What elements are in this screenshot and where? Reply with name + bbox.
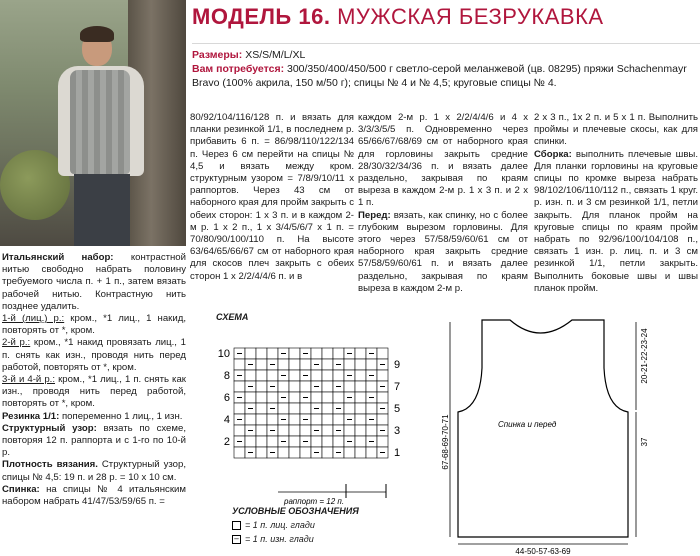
model-number: МОДЕЛЬ 16. bbox=[192, 4, 331, 29]
chart-cell bbox=[322, 392, 333, 403]
chart-cell bbox=[366, 359, 377, 370]
legend-purl-box: – bbox=[232, 535, 241, 544]
paragraph-row2 bbox=[2, 337, 186, 374]
chart-cell bbox=[333, 392, 344, 403]
paragraph-row34 bbox=[2, 374, 186, 411]
chart-cell bbox=[267, 348, 278, 359]
column-middle-left bbox=[190, 112, 354, 283]
label-row1: 1-й (лиц.) р.: bbox=[2, 313, 65, 325]
chart-cell bbox=[366, 447, 377, 458]
paragraph-assembly bbox=[534, 149, 698, 295]
paragraph-neck: каждом 2-м р. 1 х 2/2/4/4/6 и 4 х 3/3/3/5/5 п. Одновременно через 65/66/67/68/69 см от наборного края для горловины закрыть средние 28/30/32/34/36 п. и вязать далее раздельно, закрывая по краям выреза в каждом 2-м р. 1 х 3 п. и 2 х 1 п. bbox=[358, 112, 528, 209]
text-density: Структурный узор, спицы № 4,5: 19 п. и 28 р. = 10 х 10 см. bbox=[2, 459, 186, 483]
chart-cell bbox=[377, 414, 388, 425]
chart-cell bbox=[289, 359, 300, 370]
chart-cell bbox=[344, 403, 355, 414]
photo-pants bbox=[74, 174, 130, 246]
paragraph-back-cont: 80/92/104/116/128 п. и вязать для планки резинкой 1/1, в последнем р. прибавить 6 п. = 86/98/110/122/134 п. Через 6 см перейти на спицы № 4,5 и вязать между кром. структурным узором = 7/8/9/10/11 х раппортов. Через 43 см от наборного края для пройм закрыть с обеих сторон: 1 х 3 п. и в каждом 2-м р. 1 х 2 п., 1 х 3/4/5/6/7 х 1 п. = 70/80/90/100/110 п. На высоте 63/64/65/66/67 см от наборного края для скосов плеч закрыть с обеих сторон 1 х 2/2/4/4/6 п. и в bbox=[190, 112, 355, 282]
chart-row-label-left: 10 bbox=[217, 348, 230, 360]
chart-cell bbox=[322, 403, 333, 414]
chart-cell bbox=[289, 381, 300, 392]
chart-cell bbox=[322, 381, 333, 392]
chart-cell bbox=[234, 359, 245, 370]
legend-knit bbox=[232, 520, 315, 530]
chart-cell bbox=[333, 370, 344, 381]
chart-cell bbox=[355, 370, 366, 381]
chart-cell bbox=[267, 436, 278, 447]
paragraph-struct bbox=[2, 423, 186, 460]
chart-cell bbox=[366, 425, 377, 436]
chart-cell bbox=[322, 348, 333, 359]
chart-cell bbox=[355, 436, 366, 447]
chart-cell bbox=[344, 425, 355, 436]
text-row1: кром., *1 лиц., 1 накид, повторять от *, кром. bbox=[2, 313, 186, 337]
chart-cell bbox=[366, 381, 377, 392]
chart-cell bbox=[344, 359, 355, 370]
chart-cell bbox=[355, 381, 366, 392]
chart-cell bbox=[234, 447, 245, 458]
chart-rapport bbox=[278, 484, 386, 506]
rapport-label: раппорт = 12 п. bbox=[284, 497, 345, 506]
chart-cell bbox=[267, 414, 278, 425]
chart-cell bbox=[322, 359, 333, 370]
chart-row-labels-left bbox=[218, 348, 230, 448]
chart-cell bbox=[289, 392, 300, 403]
label-density: Плотность вязания. bbox=[2, 459, 98, 471]
chart-cell bbox=[311, 348, 322, 359]
chart-cell bbox=[300, 447, 311, 458]
chart-cell bbox=[300, 425, 311, 436]
text-row34: кром., *1 лиц., 1 п. снять как изн., проводя нить перед работой, повторять от *, кром. bbox=[2, 374, 186, 410]
materials-value: 300/350/400/450/500 г светло-серой меланжевой (цв. 08295) пряжи Schachenmayr Bravo (100% акрила, 150 м/50 г); спицы № 4 и № 4,5; круговые спицы № 4. bbox=[192, 63, 687, 89]
chart-cell bbox=[311, 436, 322, 447]
chart-cell bbox=[278, 447, 289, 458]
legend-knit-text: = 1 п. лиц. глади bbox=[245, 520, 315, 530]
chart-cell bbox=[278, 425, 289, 436]
chart-cell bbox=[333, 436, 344, 447]
chart-cell bbox=[322, 370, 333, 381]
dim-top: 20-21-22-23-24 bbox=[640, 328, 649, 384]
dim-side: 37 bbox=[640, 437, 649, 447]
chart-cell bbox=[344, 447, 355, 458]
sizes-label: Размеры: bbox=[192, 49, 243, 61]
chart-cell bbox=[278, 403, 289, 414]
chart-cell bbox=[256, 348, 267, 359]
chart-cell bbox=[256, 414, 267, 425]
chart-cell bbox=[355, 392, 366, 403]
paragraph-italian bbox=[2, 252, 186, 313]
chart-cell bbox=[322, 425, 333, 436]
chart-cells bbox=[234, 348, 388, 458]
chart-cell bbox=[311, 370, 322, 381]
chart-cell bbox=[289, 425, 300, 436]
label-assembly: Сборка: bbox=[534, 148, 572, 160]
label-italian: Итальянский набор: bbox=[2, 252, 114, 263]
label-row2: 2-й р.: bbox=[2, 337, 31, 349]
text-front: вязать, как спинку, но с более глубоким вырезом горловины. Для этого через 57/58/59/60/61 см от наборного края закрыть средние 57/58/59/60/61 п. и вязать далее раздельно, закрывая по краям выреза в каждом 2-м р. bbox=[358, 209, 528, 294]
paragraph-density bbox=[2, 459, 186, 483]
chart-cell bbox=[256, 359, 267, 370]
chart-cell bbox=[245, 370, 256, 381]
title-block bbox=[192, 4, 700, 44]
garment-schematic bbox=[440, 312, 698, 556]
chart-cell bbox=[333, 348, 344, 359]
chart-cell bbox=[256, 392, 267, 403]
chart-row-label-left: 6 bbox=[223, 392, 230, 404]
chart-cell bbox=[256, 381, 267, 392]
label-back: Спинка: bbox=[2, 483, 40, 495]
label-row34: 3-й и 4-й р.: bbox=[2, 374, 56, 386]
chart-cell bbox=[245, 414, 256, 425]
chart-row-label-left: 4 bbox=[223, 414, 230, 426]
paragraph-rib bbox=[2, 411, 186, 423]
chart-cell bbox=[322, 436, 333, 447]
chart-cell bbox=[355, 348, 366, 359]
chart-cell bbox=[377, 348, 388, 359]
chart-cell bbox=[322, 447, 333, 458]
dim-width: 44-50-57-63-69 bbox=[515, 547, 571, 556]
chart-cell bbox=[289, 348, 300, 359]
chart-cell bbox=[377, 370, 388, 381]
label-struct: Структурный узор: bbox=[2, 422, 97, 434]
chart-cell bbox=[300, 359, 311, 370]
chart-cell bbox=[355, 359, 366, 370]
chart-cell bbox=[234, 425, 245, 436]
chart-cell bbox=[289, 447, 300, 458]
model-photo bbox=[0, 0, 186, 246]
chart-cell bbox=[289, 414, 300, 425]
chart-cell bbox=[333, 414, 344, 425]
label-front: Перед: bbox=[358, 209, 391, 221]
paragraph-front-cont: 2 х 3 п., 1х 2 п. и 5 х 1 п. Выполнить проймы и плечевые скосы, как для спинки. bbox=[534, 112, 698, 148]
column-right bbox=[534, 112, 698, 295]
chart-cell bbox=[322, 414, 333, 425]
chart-row-label-right: 9 bbox=[394, 359, 401, 371]
legend-purl-text: = 1 п. изн. глади bbox=[245, 534, 314, 544]
chart-row-label-left: 8 bbox=[223, 370, 230, 382]
chart-grid bbox=[200, 326, 428, 526]
chart-cell bbox=[355, 425, 366, 436]
chart-cell bbox=[245, 392, 256, 403]
chart-cell bbox=[256, 425, 267, 436]
chart-cell bbox=[311, 392, 322, 403]
model-name: МУЖСКАЯ БЕЗРУКАВКА bbox=[337, 4, 604, 29]
chart-cell bbox=[267, 392, 278, 403]
text-rib: попеременно 1 лиц., 1 изн. bbox=[61, 410, 183, 422]
column-left bbox=[2, 252, 186, 508]
chart-cell bbox=[355, 447, 366, 458]
chart-cell bbox=[300, 403, 311, 414]
column-middle-right bbox=[358, 112, 528, 295]
dim-height-left: 67-68-69-70-71 bbox=[441, 414, 450, 470]
paragraph-front bbox=[358, 210, 528, 295]
schematic-label: Спинка и перед bbox=[498, 420, 557, 429]
chart-row-label-right: 3 bbox=[394, 425, 401, 437]
chart-cell bbox=[256, 447, 267, 458]
photo-vest bbox=[70, 70, 130, 174]
chart-cell bbox=[344, 381, 355, 392]
photo-hair bbox=[80, 26, 114, 42]
chart-cell bbox=[366, 403, 377, 414]
chart-cell bbox=[234, 381, 245, 392]
sizes-line bbox=[192, 48, 698, 62]
sizes-value: XS/S/M/L/XL bbox=[245, 49, 306, 61]
chart-cell bbox=[289, 436, 300, 447]
text-struct: вязать по схеме, повторяя 12 п. раппорта и с 1-го по 10-й р. bbox=[2, 422, 186, 459]
chart-cell bbox=[256, 436, 267, 447]
chart-row-labels-right bbox=[394, 359, 400, 459]
chart-row-label-right: 7 bbox=[394, 381, 401, 393]
chart-title: СХЕМА bbox=[216, 312, 249, 322]
chart-cell bbox=[289, 403, 300, 414]
page-title bbox=[192, 4, 700, 30]
schematic-outline bbox=[440, 312, 698, 556]
chart-cell bbox=[256, 403, 267, 414]
chart-cell bbox=[377, 436, 388, 447]
chart-cell bbox=[377, 392, 388, 403]
chart-cell bbox=[278, 381, 289, 392]
legend-purl bbox=[232, 534, 314, 544]
chart-cell bbox=[355, 403, 366, 414]
chart-cell bbox=[267, 370, 278, 381]
chart-cell bbox=[278, 359, 289, 370]
chart-cell bbox=[245, 436, 256, 447]
text-assembly: выполнить плечевые швы. Для планки горловины на круговые спицы по кромке выреза набрать 98/102/106/110/112 п., связать 1 круг. р. изн. п. и 3 см резинкой 1/1, петли закрыть. Для планок пройм на круговые спицы по краям пройм набрать по 92/96/100/104/108 п., связать 1 изн. р. лиц. п. и 3 см резинкой 1/1, петли закрыть. Выполнить боковые швы и швы планок пройм. bbox=[534, 148, 698, 294]
chart-cell bbox=[300, 381, 311, 392]
label-rib: Резинка 1/1: bbox=[2, 410, 60, 422]
chart-cell bbox=[245, 348, 256, 359]
legend-knit-box bbox=[232, 521, 241, 530]
chart-cell bbox=[311, 414, 322, 425]
text-italian: контрастной нитью свободно набрать половину требуемого числа п. + 1 п., затем вязать рабочей нитью. Контрастную нить позднее удалить. bbox=[2, 252, 187, 312]
specs bbox=[192, 48, 698, 90]
materials-line bbox=[192, 62, 698, 90]
chart-row-label-right: 1 bbox=[394, 447, 401, 459]
chart-cell bbox=[355, 414, 366, 425]
paragraph-back bbox=[2, 484, 186, 508]
paragraph-row1 bbox=[2, 313, 186, 337]
legend-title: УСЛОВНЫЕ ОБОЗНАЧЕНИЯ bbox=[232, 506, 359, 516]
chart-row-label-left: 2 bbox=[223, 436, 230, 448]
chart-cell bbox=[234, 403, 245, 414]
text-row2: кром., *1 накид провязать лиц., 1 п. снять как изн., проводя нить перед работой, повторять от *, кром. bbox=[2, 337, 186, 373]
chart-cell bbox=[256, 370, 267, 381]
chart-row-label-right: 5 bbox=[394, 403, 401, 415]
text-back: на спицы № 4 итальянским набором набрать 41/47/53/59/65 п. = bbox=[2, 483, 187, 508]
materials-label: Вам потребуется: bbox=[192, 63, 285, 75]
chart-cell bbox=[289, 370, 300, 381]
